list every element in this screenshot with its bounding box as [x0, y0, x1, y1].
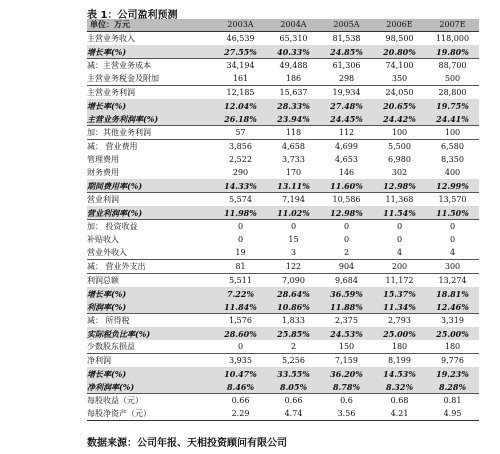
value-cell: 88,700 — [426, 59, 479, 73]
value-cell: 24.53% — [330, 328, 363, 339]
ratio-row — [87, 99, 479, 112]
row-label: 减： 营业费用 — [87, 140, 214, 154]
table-row — [87, 153, 479, 166]
value-cell: 2,375 — [320, 314, 373, 328]
table-row — [87, 193, 479, 207]
row-label: 营业利润 — [87, 193, 214, 207]
table-caption: 表 1：公司盈利预测 — [87, 10, 178, 21]
value-cell: 20.65% — [383, 100, 416, 111]
table-row — [87, 260, 479, 274]
ratio-row — [87, 300, 479, 314]
value-cell: 0.81 — [426, 394, 479, 408]
value-cell: 26.18% — [224, 113, 257, 124]
value-cell: 0.66 — [267, 394, 320, 408]
value-cell: 6,980 — [388, 154, 411, 164]
value-cell: 2 — [343, 247, 350, 257]
value-cell: 118,000 — [435, 33, 470, 43]
value-cell: 40.33% — [277, 46, 310, 57]
value-cell: 0 — [267, 220, 320, 234]
value-cell: 186 — [285, 73, 302, 83]
value-cell: 28.60% — [224, 328, 257, 339]
table-row — [87, 340, 479, 354]
value-cell: 24.41% — [436, 113, 469, 124]
row-label: 净利润 — [87, 354, 214, 368]
value-cell: 23.94% — [277, 113, 310, 124]
ratio-row — [87, 367, 479, 380]
value-cell: 13.11% — [277, 180, 310, 191]
value-cell: 7,090 — [267, 274, 320, 288]
value-cell: 12.46% — [436, 301, 469, 312]
value-cell: 19.75% — [436, 100, 469, 111]
value-cell: 6,580 — [426, 140, 479, 154]
value-cell: 0 — [320, 220, 373, 234]
value-cell: 4,699 — [320, 140, 373, 154]
value-cell: 12.98% — [383, 180, 416, 191]
value-cell: 1,576 — [214, 314, 267, 328]
table-row — [87, 354, 479, 368]
value-cell: 2,522 — [229, 154, 252, 164]
table-row — [87, 126, 479, 140]
value-cell: 33.55% — [277, 368, 310, 379]
value-cell: 112 — [320, 126, 373, 140]
row-label: 减： 营业外支出 — [87, 260, 214, 274]
value-cell: 9,776 — [426, 354, 479, 368]
value-cell: 904 — [320, 260, 373, 274]
value-cell: 298 — [338, 73, 355, 83]
value-cell: 0 — [373, 220, 426, 234]
row-label: 利润率(%) — [87, 301, 127, 312]
value-cell: 18.81% — [436, 288, 469, 299]
value-cell: 65,310 — [279, 33, 308, 43]
value-cell: 10,586 — [320, 193, 373, 207]
table-body — [87, 32, 479, 421]
value-cell: 28,800 — [426, 86, 479, 100]
value-cell: 3,935 — [214, 354, 267, 368]
ratio-row — [87, 327, 479, 340]
value-cell: 4 — [449, 247, 456, 257]
table-row — [87, 246, 479, 260]
value-cell: 11.60% — [330, 180, 363, 191]
value-cell: 11.02% — [277, 207, 310, 218]
value-cell: 27.55% — [224, 46, 257, 57]
value-cell: 4,653 — [335, 154, 358, 164]
year-header: 2004A — [267, 19, 320, 32]
value-cell: 11.84% — [224, 301, 257, 312]
value-cell: 3.56 — [320, 407, 373, 421]
value-cell: 2 — [290, 341, 297, 351]
ratio-row — [87, 45, 479, 59]
value-cell: 0 — [396, 234, 403, 244]
row-label: 加：其他业务利润 — [87, 126, 214, 140]
value-cell: 15.37% — [383, 288, 416, 299]
table-row — [87, 86, 479, 100]
row-label: 财务费用 — [87, 167, 119, 177]
value-cell: 0 — [237, 341, 244, 351]
row-label: 营业外收入 — [87, 247, 127, 257]
value-cell: 122 — [267, 260, 320, 274]
value-cell: 81,538 — [332, 33, 361, 43]
header-row — [87, 19, 479, 32]
value-cell: 4.21 — [373, 407, 426, 421]
row-label: 主营业务收入 — [87, 33, 135, 43]
row-label: 主营业务税金及附加 — [87, 73, 159, 83]
value-cell: 180 — [444, 341, 461, 351]
value-cell: 118 — [267, 126, 320, 140]
ratio-row — [87, 287, 479, 300]
ratio-row — [87, 380, 479, 394]
value-cell: 49,488 — [267, 59, 320, 73]
value-cell: 13,570 — [426, 193, 479, 207]
row-label: 补贴收入 — [87, 234, 119, 244]
earnings-forecast-table — [87, 19, 479, 421]
value-cell: 400 — [444, 167, 461, 177]
ratio-row — [87, 206, 479, 220]
value-cell: 19 — [235, 247, 246, 257]
value-cell: 100 — [373, 126, 426, 140]
value-cell: 25.85% — [277, 328, 310, 339]
value-cell: 146 — [338, 167, 355, 177]
value-cell: 19,934 — [320, 86, 373, 100]
value-cell: 3,319 — [426, 314, 479, 328]
value-cell: 5,511 — [214, 274, 267, 288]
value-cell: 5,500 — [373, 140, 426, 154]
value-cell: 24.42% — [383, 113, 416, 124]
value-cell: 8,350 — [441, 154, 464, 164]
value-cell: 13,274 — [426, 274, 479, 288]
value-cell: 161 — [232, 73, 249, 83]
value-cell: 3 — [290, 247, 297, 257]
value-cell: 15,637 — [267, 86, 320, 100]
row-label: 增长率(%) — [87, 368, 127, 379]
value-cell: 11,172 — [373, 274, 426, 288]
value-cell: 0 — [214, 220, 267, 234]
year-header: 2003A — [214, 19, 267, 32]
value-cell: 11.54% — [383, 207, 416, 218]
row-label: 主营业务利润率(%) — [87, 113, 159, 124]
ratio-row — [87, 112, 479, 126]
row-label: 减：主营业务成本 — [87, 59, 214, 73]
value-cell: 11.98% — [224, 207, 257, 218]
data-source-note: 数据来源：公司年报、天相投资顾问有限公司 — [87, 438, 287, 449]
value-cell: 11.34% — [383, 301, 416, 312]
row-label: 利润总额 — [87, 274, 214, 288]
value-cell: 7,194 — [267, 193, 320, 207]
row-label: 每股净资产（元） — [87, 407, 214, 421]
table-row — [87, 220, 479, 234]
row-label: 增长率(%) — [87, 100, 127, 111]
value-cell: 36.20% — [330, 368, 363, 379]
value-cell: 25.00% — [383, 328, 416, 339]
value-cell: 98,500 — [385, 33, 414, 43]
value-cell: 46,539 — [226, 33, 255, 43]
row-label: 管理费用 — [87, 154, 119, 164]
value-cell: 10.47% — [224, 368, 257, 379]
value-cell: 74,100 — [373, 59, 426, 73]
row-label: 每股收益（元） — [87, 394, 214, 408]
value-cell: 9,684 — [320, 274, 373, 288]
row-label: 主营业务利润 — [87, 86, 214, 100]
table-row — [87, 394, 479, 408]
value-cell: 0 — [449, 234, 456, 244]
row-label: 少数股东损益 — [87, 341, 135, 351]
value-cell: 5,256 — [267, 354, 320, 368]
value-cell: 290 — [232, 167, 249, 177]
value-cell: 300 — [426, 260, 479, 274]
value-cell: 100 — [426, 126, 479, 140]
value-cell: 12.98% — [330, 207, 363, 218]
year-header: 2007E — [426, 19, 479, 32]
value-cell: 180 — [391, 341, 408, 351]
value-cell: 4.95 — [426, 407, 479, 421]
value-cell: 24,050 — [373, 86, 426, 100]
table-row — [87, 72, 479, 86]
row-label: 减： 所得税 — [87, 314, 214, 328]
value-cell: 20.80% — [383, 46, 416, 57]
table-row — [87, 407, 479, 421]
value-cell: 28.64% — [277, 288, 310, 299]
value-cell: 170 — [285, 167, 302, 177]
value-cell: 34,194 — [214, 59, 267, 73]
value-cell: 14.33% — [224, 180, 257, 191]
value-cell: 3,733 — [282, 154, 305, 164]
row-label: 加： 投资收益 — [87, 220, 214, 234]
value-cell: 12.04% — [224, 100, 257, 111]
value-cell: 25.00% — [436, 328, 469, 339]
value-cell: 0.66 — [214, 394, 267, 408]
value-cell: 36.59% — [330, 288, 363, 299]
value-cell: 24.85% — [330, 46, 363, 57]
value-cell: 150 — [338, 341, 355, 351]
row-label: 增长率(%) — [87, 288, 127, 299]
row-label: 实际税负比率(%) — [87, 328, 151, 339]
value-cell: 8.46% — [226, 381, 255, 392]
value-cell: 4.74 — [267, 407, 320, 421]
table-row — [87, 140, 479, 154]
table-row — [87, 32, 479, 46]
value-cell: 11,368 — [373, 193, 426, 207]
value-cell: 12,185 — [214, 86, 267, 100]
value-cell: 61,306 — [320, 59, 373, 73]
value-cell: 11.50% — [436, 207, 469, 218]
value-cell: 0 — [426, 220, 479, 234]
value-cell: 0.68 — [373, 394, 426, 408]
table-row — [87, 314, 479, 328]
value-cell: 3,856 — [214, 140, 267, 154]
value-cell: 0.6 — [320, 394, 373, 408]
value-cell: 8.28% — [438, 381, 467, 392]
row-label: 增长率(%) — [87, 46, 127, 57]
value-cell: 4,658 — [267, 140, 320, 154]
value-cell: 4 — [396, 247, 403, 257]
value-cell: 81 — [214, 260, 267, 274]
value-cell: 1,833 — [267, 314, 320, 328]
value-cell: 10.86% — [277, 301, 310, 312]
value-cell: 57 — [214, 126, 267, 140]
value-cell: 14.53% — [383, 368, 416, 379]
value-cell: 19.80% — [436, 46, 469, 57]
value-cell: 2.29 — [214, 407, 267, 421]
value-cell: 28.33% — [277, 100, 310, 111]
value-cell: 7,159 — [320, 354, 373, 368]
year-header: 2006E — [373, 19, 426, 32]
row-label: 净利润率(%) — [87, 381, 135, 392]
table-row — [87, 274, 479, 288]
value-cell: 8.32% — [385, 381, 414, 392]
table-row — [87, 233, 479, 246]
ratio-row — [87, 179, 479, 193]
unit-label: 单位：万元 — [87, 19, 214, 32]
value-cell: 27.48% — [330, 100, 363, 111]
value-cell: 11.88% — [330, 301, 363, 312]
row-label: 营业利润率(%) — [87, 207, 143, 218]
value-cell: 2,793 — [373, 314, 426, 328]
row-label: 期间费用率(%) — [87, 180, 143, 191]
value-cell: 0 — [237, 234, 244, 244]
value-cell: 7.22% — [226, 288, 255, 299]
value-cell: 24.45% — [330, 113, 363, 124]
value-cell: 15 — [288, 234, 299, 244]
value-cell: 302 — [391, 167, 408, 177]
value-cell: 8.05% — [279, 381, 308, 392]
value-cell: 5,574 — [214, 193, 267, 207]
value-cell: 12.99% — [436, 180, 469, 191]
value-cell: 350 — [391, 73, 408, 83]
value-cell: 500 — [444, 73, 461, 83]
value-cell: 0 — [343, 234, 350, 244]
value-cell: 19.23% — [436, 368, 469, 379]
value-cell: 8.78% — [332, 381, 361, 392]
table-row — [87, 59, 479, 73]
table-row — [87, 166, 479, 179]
year-header: 2005A — [320, 19, 373, 32]
value-cell: 8,199 — [373, 354, 426, 368]
value-cell: 200 — [373, 260, 426, 274]
